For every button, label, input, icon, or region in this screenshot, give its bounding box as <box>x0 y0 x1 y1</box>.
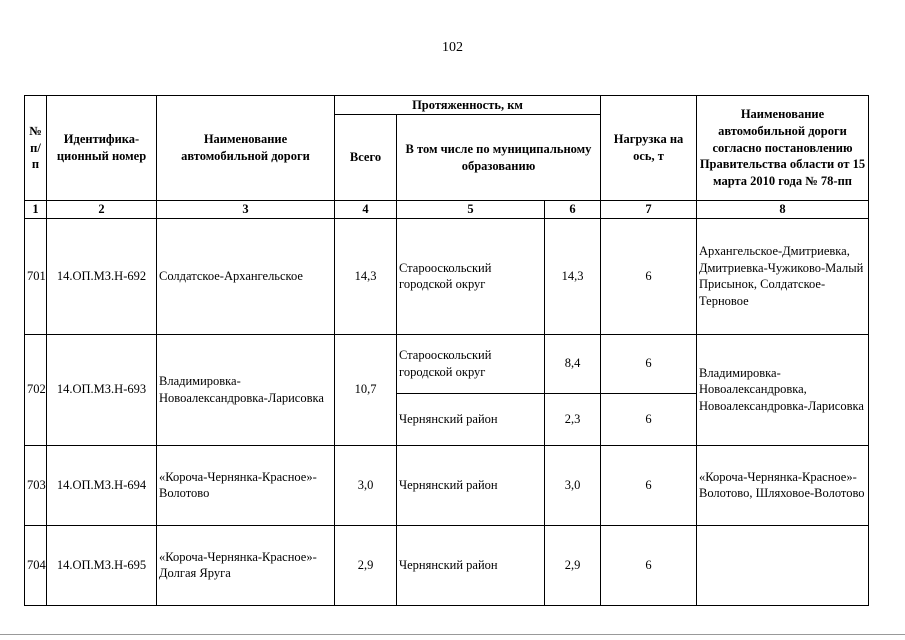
axle-load: 6 <box>601 445 697 525</box>
road-id: 14.ОП.МЗ.Н-693 <box>47 334 157 445</box>
road-name: «Короча-Чернянка-Красное»-Долгая Яруга <box>157 525 335 605</box>
municipality: Чернянский район <box>397 393 545 445</box>
municipality: Чернянский район <box>397 525 545 605</box>
length-total: 2,9 <box>335 525 397 605</box>
table-row <box>25 525 869 605</box>
municipality: Старооскольский городской округ <box>397 218 545 334</box>
header-axle-load: Нагрузка на ось, т <box>601 96 697 201</box>
page-edge-rule <box>0 634 905 635</box>
road-name: Владимировка-Новоалександровка-Ларисовка <box>157 334 335 445</box>
decree-road-name: Владимировка-Новоалександровка, Новоалександровка-Ларисовка <box>697 334 869 445</box>
axle-load: 6 <box>601 334 697 393</box>
municipality: Старооскольский городской округ <box>397 334 545 393</box>
column-number: 6 <box>545 201 601 219</box>
decree-road-name: «Короча-Чернянка-Красное»-Волотово, Шляховое-Волотово <box>697 445 869 525</box>
road-id: 14.ОП.МЗ.Н-692 <box>47 218 157 334</box>
column-number: 2 <box>47 201 157 219</box>
row-number: 703 <box>25 445 47 525</box>
axle-load: 6 <box>601 525 697 605</box>
column-number: 3 <box>157 201 335 219</box>
column-number: 1 <box>25 201 47 219</box>
column-number: 8 <box>697 201 869 219</box>
table-row <box>25 445 869 525</box>
segment-length: 14,3 <box>545 218 601 334</box>
road-name: «Короча-Чернянка-Красное»-Волотово <box>157 445 335 525</box>
road-name: Солдатское-Архангельское <box>157 218 335 334</box>
column-number: 7 <box>601 201 697 219</box>
header-num: № п/п <box>25 96 47 201</box>
header-length: Протяженность, км <box>335 96 601 115</box>
segment-length: 8,4 <box>545 334 601 393</box>
header-decree-name: Наименование автомобильной дороги согласно постановлению Правительства области от 15 марта 2010 года № 78-пп <box>697 96 869 201</box>
road-id: 14.ОП.МЗ.Н-695 <box>47 525 157 605</box>
column-number: 5 <box>397 201 545 219</box>
segment-length: 3,0 <box>545 445 601 525</box>
length-total: 3,0 <box>335 445 397 525</box>
table-row <box>25 218 869 334</box>
header-including: В том числе по муниципальному образованию <box>397 115 601 201</box>
road-id: 14.ОП.МЗ.Н-694 <box>47 445 157 525</box>
decree-road-name <box>697 525 869 605</box>
roads-table <box>24 95 869 606</box>
header-road-name: Наименование автомобильной дороги <box>157 96 335 201</box>
length-total: 14,3 <box>335 218 397 334</box>
page-number: 102 <box>442 40 463 55</box>
decree-road-name: Архангельское-Дмитриевка, Дмитриевка-Чужиково-Малый Присынок, Солдатское-Терновое <box>697 218 869 334</box>
header-id: Идентифика-ционный номер <box>47 96 157 201</box>
axle-load: 6 <box>601 393 697 445</box>
municipality: Чернянский район <box>397 445 545 525</box>
segment-length: 2,9 <box>545 525 601 605</box>
row-number: 704 <box>25 525 47 605</box>
row-number: 702 <box>25 334 47 445</box>
column-number: 4 <box>335 201 397 219</box>
table-row <box>25 334 869 393</box>
length-total: 10,7 <box>335 334 397 445</box>
segment-length: 2,3 <box>545 393 601 445</box>
axle-load: 6 <box>601 218 697 334</box>
row-number: 701 <box>25 218 47 334</box>
header-total: Всего <box>335 115 397 201</box>
